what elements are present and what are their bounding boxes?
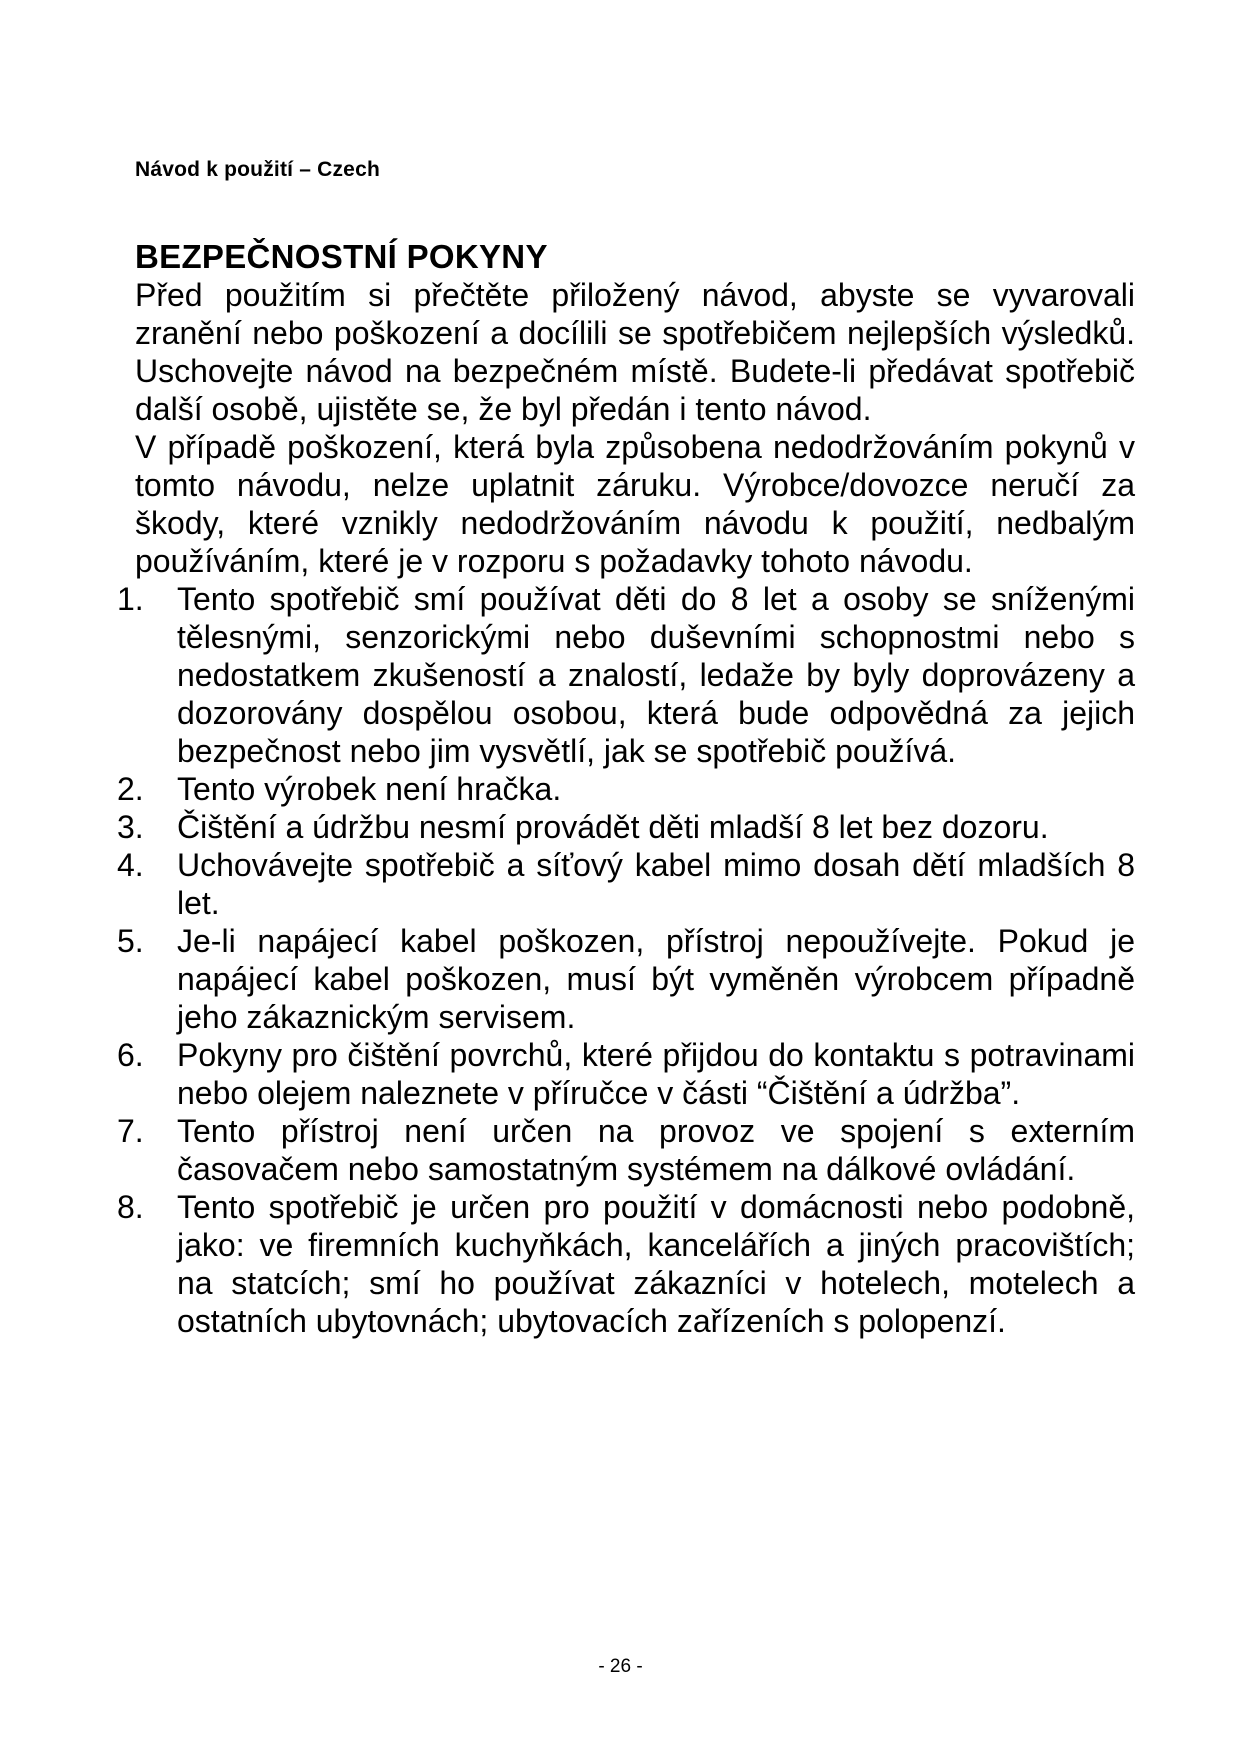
list-item-text: Tento spotřebič smí používat děti do 8 let a osoby se sníženými tělesnými, senzorickými nebo duševními schopnostmi nebo s nedostatkem zkušeností a znalostí, ledaže by byly doprovázeny a dozorovány dospělou osobou, která bude odpovědná za jejich bezpečnost nebo jim vysvětlí, jak se spotřebič používá. bbox=[177, 581, 1135, 769]
list-item bbox=[117, 1112, 1135, 1188]
list-item bbox=[117, 846, 1135, 922]
list-item-number: 5. bbox=[117, 923, 144, 959]
document-header-label: Návod k použití – Czech bbox=[135, 158, 380, 181]
list-item bbox=[117, 1036, 1135, 1112]
list-item-number: 6. bbox=[117, 1037, 144, 1073]
list-item bbox=[117, 1188, 1135, 1340]
list-item-text: Je-li napájecí kabel poškozen, přístroj nepoužívejte. Pokud je napájecí kabel poškozen, musí být vyměněn výrobcem případně jeho zákaznickým servisem. bbox=[177, 923, 1135, 1035]
list-item-number: 2. bbox=[117, 771, 144, 807]
list-item-number: 7. bbox=[117, 1113, 144, 1149]
list-item-number: 8. bbox=[117, 1189, 144, 1225]
list-item-text: Uchovávejte spotřebič a síťový kabel mimo dosah dětí mladších 8 let. bbox=[177, 847, 1135, 921]
list-item-text: Tento přístroj není určen na provoz ve spojení s externím časovačem nebo samostatným systémem na dálkové ovládání. bbox=[177, 1113, 1135, 1187]
list-item-number: 1. bbox=[117, 581, 144, 617]
list-item bbox=[117, 580, 1135, 770]
page-number: - 26 - bbox=[598, 1656, 643, 1677]
list-item-text: Čištění a údržbu nesmí provádět děti mladší 8 let bez dozoru. bbox=[177, 809, 1049, 845]
list-item bbox=[117, 770, 1135, 808]
list-item-text: Pokyny pro čištění povrchů, které přijdou do kontaktu s potravinami nebo olejem naleznete v příručce v části “Čištění a údržba”. bbox=[177, 1037, 1135, 1111]
safety-section bbox=[117, 238, 1135, 1340]
list-item-text: Tento výrobek není hračka. bbox=[177, 771, 562, 807]
section-title: BEZPEČNOSTNÍ POKYNY bbox=[135, 238, 548, 275]
intro-paragraph: Před použitím si přečtěte přiložený návod, abyste se vyvarovali zranění nebo poškození a docílili se spotřebičem nejlepších výsledků. Uschovejte návod na bezpečném místě. Budete-li předávat spotřebič další osobě, ujistěte se, že byl předán i tento návod. bbox=[135, 277, 1135, 427]
list-item bbox=[117, 922, 1135, 1036]
warranty-paragraph: V případě poškození, která byla způsobena nedodržováním pokynů v tomto návodu, nelze uplatnit záruku. Výrobce/dovozce neručí za škody, které vznikly nedodržováním návodu k použití, nedbalým používáním, které je v rozporu s požadavky tohoto návodu. bbox=[135, 429, 1135, 579]
list-item bbox=[117, 808, 1135, 846]
list-item-text: Tento spotřebič je určen pro použití v domácnosti nebo podobně, jako: ve firemních kuchyňkách, kancelářích a jiných pracovištích; na statcích; smí ho používat zákazníci v hotelech, motelech a ostatních ubytovnách; ubytovacích zařízeních s polopenzí. bbox=[177, 1189, 1135, 1339]
list-item-number: 3. bbox=[117, 809, 144, 845]
list-item-number: 4. bbox=[117, 847, 144, 883]
safety-rules-list bbox=[117, 580, 1135, 1340]
